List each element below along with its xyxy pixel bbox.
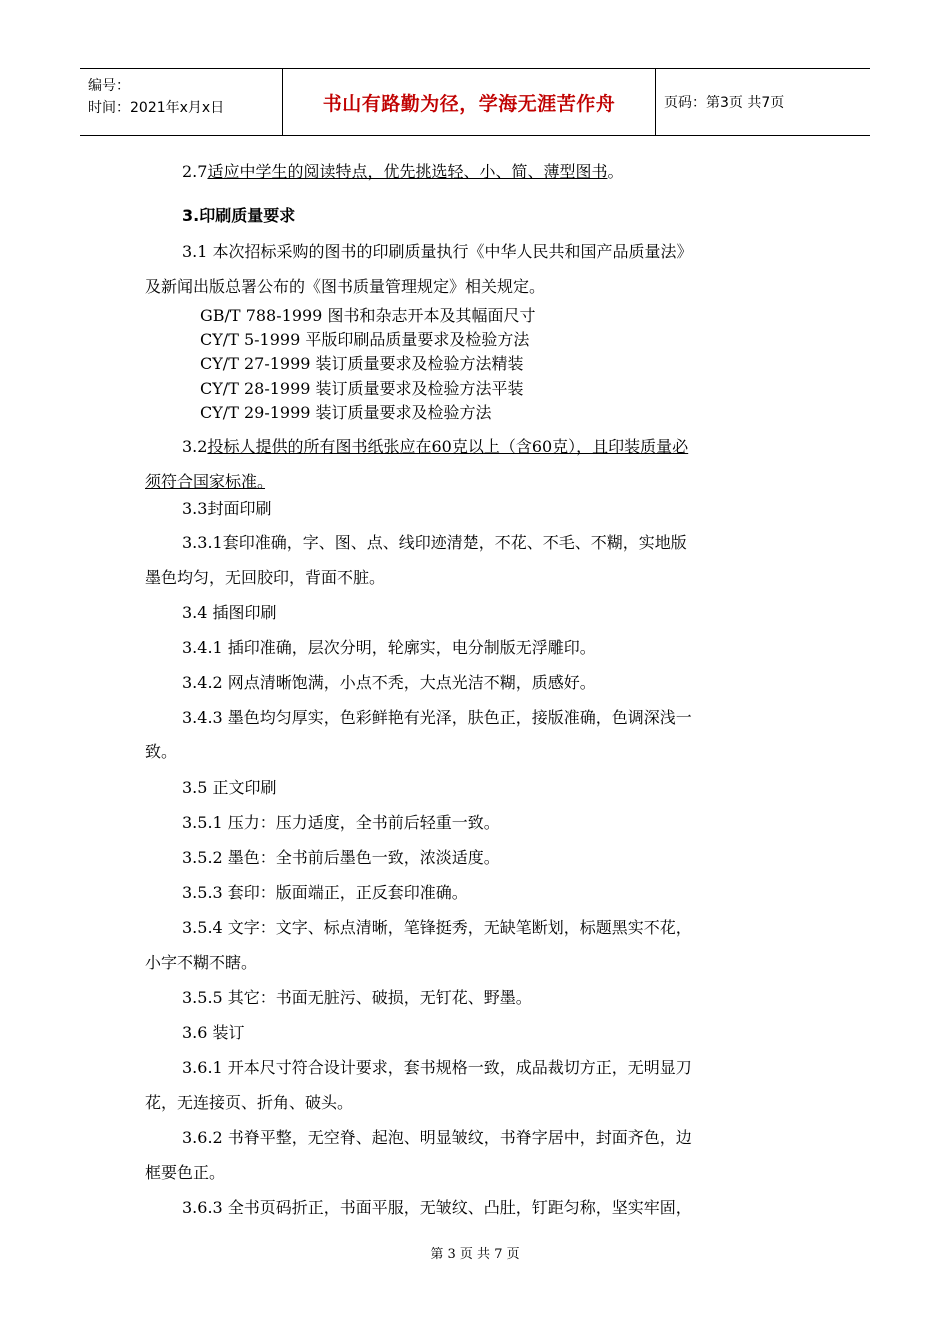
section-number: 3.2	[182, 437, 208, 456]
paragraph-2-7	[145, 155, 844, 189]
underlined-text: 适应中学生的阅读特点，优先挑选轻、小、简、薄型图书	[207, 162, 608, 181]
standard-item: CY/T 28-1999 装订质量要求及检验方法平装	[200, 379, 524, 398]
section-number: 2.7	[182, 162, 208, 181]
standard-item: CY/T 27-1999 装订质量要求及检验方法精装	[200, 354, 524, 373]
paragraph-3-6-2-line2: 框要色正。	[145, 1163, 226, 1182]
paragraph-3-4-1: 3.4.1 插印准确，层次分明，轮廓实，电分制版无浮雕印。	[182, 638, 596, 657]
number-label: 编号：	[88, 78, 130, 94]
underlined-text: 投标人提供的所有图书纸张应在60克以上（含60克），且印装质量必	[207, 437, 689, 456]
underlined-text: 须符合国家标准。	[145, 472, 266, 491]
time-label: 时间：2021年x月x日	[88, 100, 225, 116]
standard-item: GB/T 788-1999 图书和杂志开本及其幅面尺寸	[200, 306, 536, 325]
paragraph-3-6-3-line1: 3.6.3 全书页码折正，书面平服，无皱纹、凸肚，钉距匀称，坚实牢固，	[182, 1198, 692, 1217]
paragraph-3-5-1: 3.5.1 压力：压力适度，全书前后轻重一致。	[182, 813, 500, 832]
paragraph-3-5-3: 3.5.3 套印：版面端正，正反套印准确。	[182, 883, 468, 902]
paragraph-3-6-1-line2: 花，无连接页、折角、破头。	[145, 1093, 354, 1112]
paragraph-3-5-4-line2: 小字不糊不瞎。	[145, 953, 258, 972]
paragraph-3-5-2: 3.5.2 墨色：全书前后墨色一致，浓淡适度。	[182, 848, 500, 867]
paragraph-3-6-2-line1: 3.6.2 书脊平整，无空脊、起泡、明显皱纹，书脊字居中，封面齐色，边	[182, 1128, 692, 1147]
paragraph-3-5-5: 3.5.5 其它：书面无脏污、破损，无钉花、野墨。	[182, 988, 532, 1007]
paragraph-3-1-line2: 及新闻出版总署公布的《图书质量管理规定》相关规定。	[145, 277, 546, 296]
paragraph-3-3-1-line2: 墨色均匀，无回胶印，背面不脏。	[145, 568, 386, 587]
standard-item: CY/T 29-1999 装订质量要求及检验方法	[200, 403, 492, 422]
paragraph-3-4-3-line2: 致。	[145, 742, 178, 761]
heading-3-4: 3.4 插图印刷	[182, 603, 277, 622]
paragraph-3-6-1-line1: 3.6.1 开本尺寸符合设计要求，套书规格一致，成品裁切方正，无明显刀	[182, 1058, 692, 1077]
page-footer: 第 3 页 共 7 页	[430, 1247, 520, 1262]
header-motto: 书山有路勤为径，学海无涯苦作舟	[282, 69, 656, 135]
paragraph-3-4-2: 3.4.2 网点清晰饱满，小点不秃，大点光洁不糊，质感好。	[182, 673, 596, 692]
heading-3-5: 3.5 正文印刷	[182, 778, 277, 797]
heading-3-3: 3.3封面印刷	[182, 499, 272, 518]
page-header	[80, 68, 870, 136]
paragraph-3-5-4-line1: 3.5.4 文字：文字、标点清晰，笔锋挺秀，无缺笔断划，标题黑实不花，	[182, 918, 692, 937]
paragraph-3-3-1-line1: 3.3.1套印准确，字、图、点、线印迹清楚，不花、不毛、不糊，实地版	[182, 533, 687, 552]
paragraph-3-2-line1	[145, 430, 844, 464]
header-meta	[80, 69, 282, 135]
section-title-3: 3.印刷质量要求	[182, 206, 296, 225]
paragraph-3-1-line1: 3.1 本次招标采购的图书的印刷质量执行《中华人民共和国产品质量法》	[182, 242, 693, 261]
header-page-label: 页码：第3页 共7页	[664, 95, 785, 111]
period: 。	[607, 162, 624, 181]
paragraph-3-4-3-line1: 3.4.3 墨色均匀厚实，色彩鲜艳有光泽，肤色正，接版准确，色调深浅一	[182, 708, 692, 727]
standard-item: CY/T 5-1999 平版印刷品质量要求及检验方法	[200, 330, 530, 349]
heading-3-6: 3.6 装订	[182, 1023, 245, 1042]
